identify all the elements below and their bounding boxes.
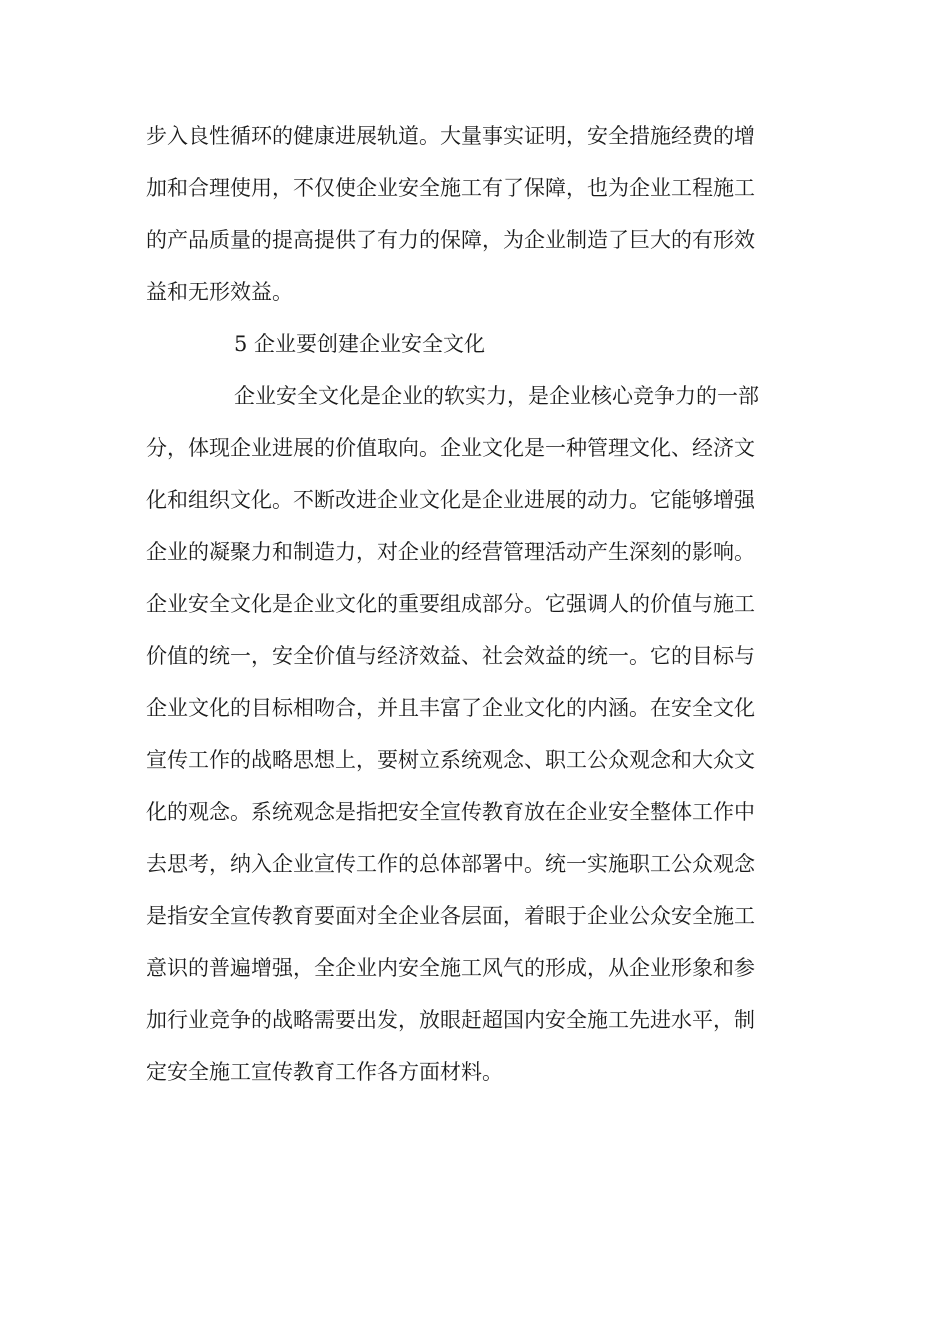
paragraph-2-line-9: 化的观念。系统观念是指把安全宣传教育放在企业安全整体工作中 — [146, 800, 755, 824]
paragraph-1-line-4: 益和无形效益。 — [146, 280, 293, 304]
paragraph-2-line-5: 企业安全文化是企业文化的重要组成部分。它强调人的价值与施工 — [146, 592, 755, 616]
paragraph-2-line-6: 价值的统一，安全价值与经济效益、社会效益的统一。它的目标与 — [146, 644, 755, 668]
paragraph-1-line-1: 步入良性循环的健康进展轨道。大量事实证明，安全措施经费的增 — [146, 124, 755, 148]
paragraph-2-line-11: 是指安全宣传教育要面对全企业各层面，着眼于企业公众安全施工 — [146, 904, 755, 928]
paragraph-2-line-3: 化和组织文化。不断改进企业文化是企业进展的动力。它能够增强 — [146, 488, 755, 512]
section-heading: 5 企业要创建企业安全文化 — [234, 332, 486, 356]
paragraph-2-line-8: 宣传工作的战略思想上，要树立系统观念、职工公众观念和大众文 — [146, 748, 755, 772]
paragraph-2-line-10: 去思考，纳入企业宣传工作的总体部署中。统一实施职工公众观念 — [146, 852, 755, 876]
paragraph-2-line-12: 意识的普遍增强，全企业内安全施工风气的形成，从企业形象和参 — [146, 956, 755, 980]
paragraph-2-line-4: 企业的凝聚力和制造力，对企业的经营管理活动产生深刻的影响。 — [146, 540, 755, 564]
paragraph-2-line-14: 定安全施工宣传教育工作各方面材料。 — [146, 1060, 503, 1084]
paragraph-2-line-2: 分，体现企业进展的价值取向。企业文化是一种管理文化、经济文 — [146, 436, 755, 460]
paragraph-2-line-13: 加行业竞争的战略需要出发，放眼赶超国内安全施工先进水平，制 — [146, 1008, 755, 1032]
paragraph-2-line-7: 企业文化的目标相吻合，并且丰富了企业文化的内涵。在安全文化 — [146, 696, 755, 720]
paragraph-2-line-1: 企业安全文化是企业的软实力，是企业核心竞争力的一部 — [234, 384, 759, 408]
paragraph-1-line-2: 加和合理使用，不仅使企业安全施工有了保障，也为企业工程施工 — [146, 176, 755, 200]
paragraph-1-line-3: 的产品质量的提高提供了有力的保障，为企业制造了巨大的有形效 — [146, 228, 755, 252]
